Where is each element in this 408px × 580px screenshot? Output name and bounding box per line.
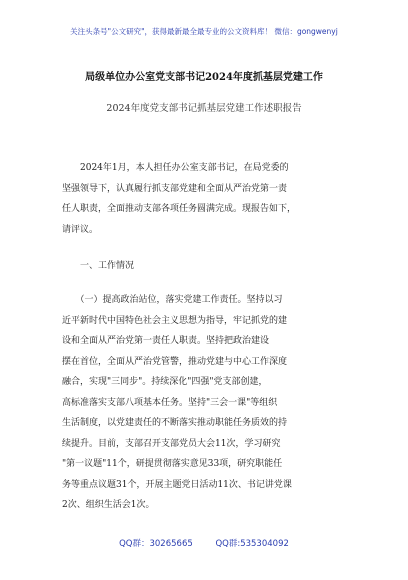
qq-group-2: QQ群:535304092 bbox=[215, 539, 289, 549]
document-subtitle: 2024年度党支部书记抓基层党建工作述职报告 bbox=[106, 103, 302, 114]
section-heading-text: 一、工作情况 bbox=[62, 261, 135, 271]
paragraph-line: 融合，实现"三同步"。持续深化"四强"党支部创建， bbox=[62, 377, 268, 387]
section-heading bbox=[62, 256, 352, 277]
paragraph-line: 续提升。目前，支部召开支部党员大会11次，学习研究 bbox=[62, 438, 281, 449]
paragraph-line: 近平新时代中国特色社会主义思想为指导，牢记抓党的建 bbox=[62, 315, 288, 326]
footer-contacts bbox=[0, 537, 408, 549]
banner-notice: 关注头条号"公文研究"，获得最新最全最专业的公文资料库！ 微信：gongwenyj bbox=[70, 27, 338, 36]
document-title: 局级单位办公室党支部书记2024年度抓基层党建工作 bbox=[85, 72, 323, 83]
paragraph-line: 生活制度，以党建责任的不断落实推动职能任务质效的持 bbox=[62, 418, 288, 428]
paragraph-line: 摆在首位，全面从严治党管警，推动党建与中心工作深度 bbox=[62, 356, 288, 367]
intro-line: 坚强领导下，认真履行抓支部党建和全面从严治党第一责 bbox=[62, 183, 288, 194]
intro-line: 请评议。 bbox=[62, 224, 99, 235]
intro-line: 任人职责，全面推动支部各项任务圆满完成。现报告如下， bbox=[62, 204, 297, 214]
paragraph-line: （一）提高政治站位，落实党建工作责任。坚持以习 bbox=[62, 295, 283, 305]
paragraph-line: "第一议题"11个，研提贯彻落实意见33项，研究职能任 bbox=[62, 459, 283, 469]
paragraph-line: 务等重点议题31个，开展主题党日活动11次、书记讲党课 bbox=[62, 479, 292, 490]
paragraph-line: 高标准落实支部八项基本任务。坚持"三会一课"等组织 bbox=[62, 397, 278, 408]
qq-group-1: QQ群：30265665 bbox=[119, 539, 193, 549]
paragraph-line: 设和全面从严治党第一责任人职责。坚持把政治建设 bbox=[62, 336, 270, 346]
paragraph-line: 2次、组织生活会1次。 bbox=[62, 500, 155, 510]
intro-paragraph bbox=[62, 158, 352, 240]
work-paragraph bbox=[62, 290, 352, 516]
intro-line: 2024年1月，本人担任办公室支部书记，在局党委的 bbox=[62, 163, 289, 173]
